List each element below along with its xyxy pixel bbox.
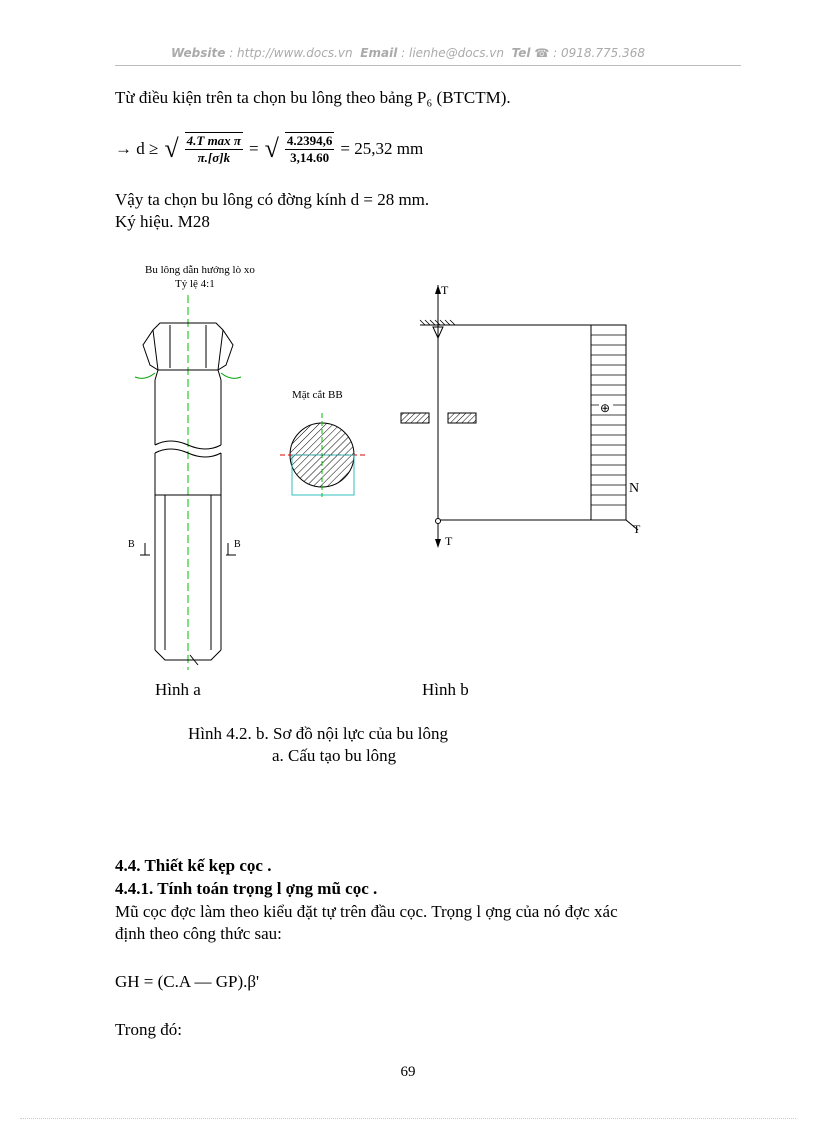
website-label: Website: [171, 46, 226, 60]
formula-fraction-1: [185, 132, 243, 166]
page-number: 69: [400, 1064, 416, 1080]
formula-cap-weight: GH = (C.A — GP).β': [115, 972, 260, 991]
page-header: [0, 46, 816, 60]
email-value[interactable]: : lienhe@docs.vn: [401, 46, 504, 60]
figure-caption-line-2: a. Cấu tạo bu lông: [272, 746, 397, 765]
force-label-right: T: [633, 522, 641, 536]
figure-b-caption: Hình b: [422, 680, 469, 699]
section-marker-left: B: [128, 539, 135, 550]
tel-value: : 0918.775.368: [553, 46, 645, 60]
formula-result: = 25,32 mm: [340, 139, 424, 158]
paragraph-where: Trong đó:: [115, 1020, 182, 1039]
fraction-1-numerator: 4.T max π: [186, 133, 242, 148]
tel-label: Tel: [511, 46, 531, 60]
formula-equals: =: [249, 139, 259, 158]
figure-caption-line-1: Hình 4.2. b. Sơ đồ nội lực của bu lông: [188, 724, 448, 743]
formula-diameter: → d ≥ √ $\frac{\text{4.T max π}}{\pi.[\sigma]k}$ = √ $\frac{4.2394,6}{3,14.60}$ = 25,32 mm: [115, 133, 424, 165]
formula-fraction-2: [285, 132, 335, 166]
figure-a-scale: Tỷ lệ 4:1: [175, 278, 215, 290]
diagram-label-n: N: [629, 481, 640, 496]
paragraph-chosen-bolt: Vậy ta chọn bu lông có đờng kính d = 28 mm.: [115, 190, 430, 209]
section-bb-label: Mặt cắt BB: [292, 389, 343, 401]
footer-rule: [20, 1118, 796, 1119]
email-label: Email: [360, 46, 398, 60]
fraction-2-numerator: 4.2394,6: [286, 133, 333, 148]
fraction-2-denominator: 3,14.60: [290, 150, 330, 165]
header-rule: [115, 65, 741, 66]
figure-a-title: Bu lông dẫn hướng lò xo: [145, 264, 255, 276]
force-label-bottom: T: [445, 534, 453, 548]
section-marker-right: B: [234, 539, 241, 550]
heading-section-4-4-1: 4.4.1. Tính toán trọng l ợng mũ cọc .: [115, 879, 378, 898]
paragraph-cap-weight-line-2: định theo công thức sau:: [115, 924, 282, 943]
figure-a-bolt-drawing: [120, 255, 380, 680]
paragraph-symbol: Ký hiệu. M28: [115, 212, 210, 231]
website-value[interactable]: : http://www.docs.vn: [229, 46, 353, 60]
formula-arrow: → d ≥: [115, 139, 159, 158]
force-label-top: T: [441, 283, 449, 297]
fraction-1-denominator: π.[σ]k: [197, 150, 231, 165]
plus-sign: ⊕: [600, 401, 611, 415]
paragraph-table-choice: Từ điều kiện trên ta chọn bu lông theo bảng P₆ (BTCTM).: [115, 88, 511, 107]
figure-a-caption: Hình a: [155, 680, 201, 699]
figure-b-force-diagram: [395, 280, 665, 550]
paragraph-cap-weight-line-1: Mũ cọc đợc làm theo kiểu đặt tự trên đầu cọc. Trọng l ợng của nó đợc xác: [115, 902, 618, 921]
phone-icon: ☎: [534, 46, 550, 60]
heading-section-4-4: 4.4. Thiết kế kẹp cọc .: [115, 856, 272, 875]
